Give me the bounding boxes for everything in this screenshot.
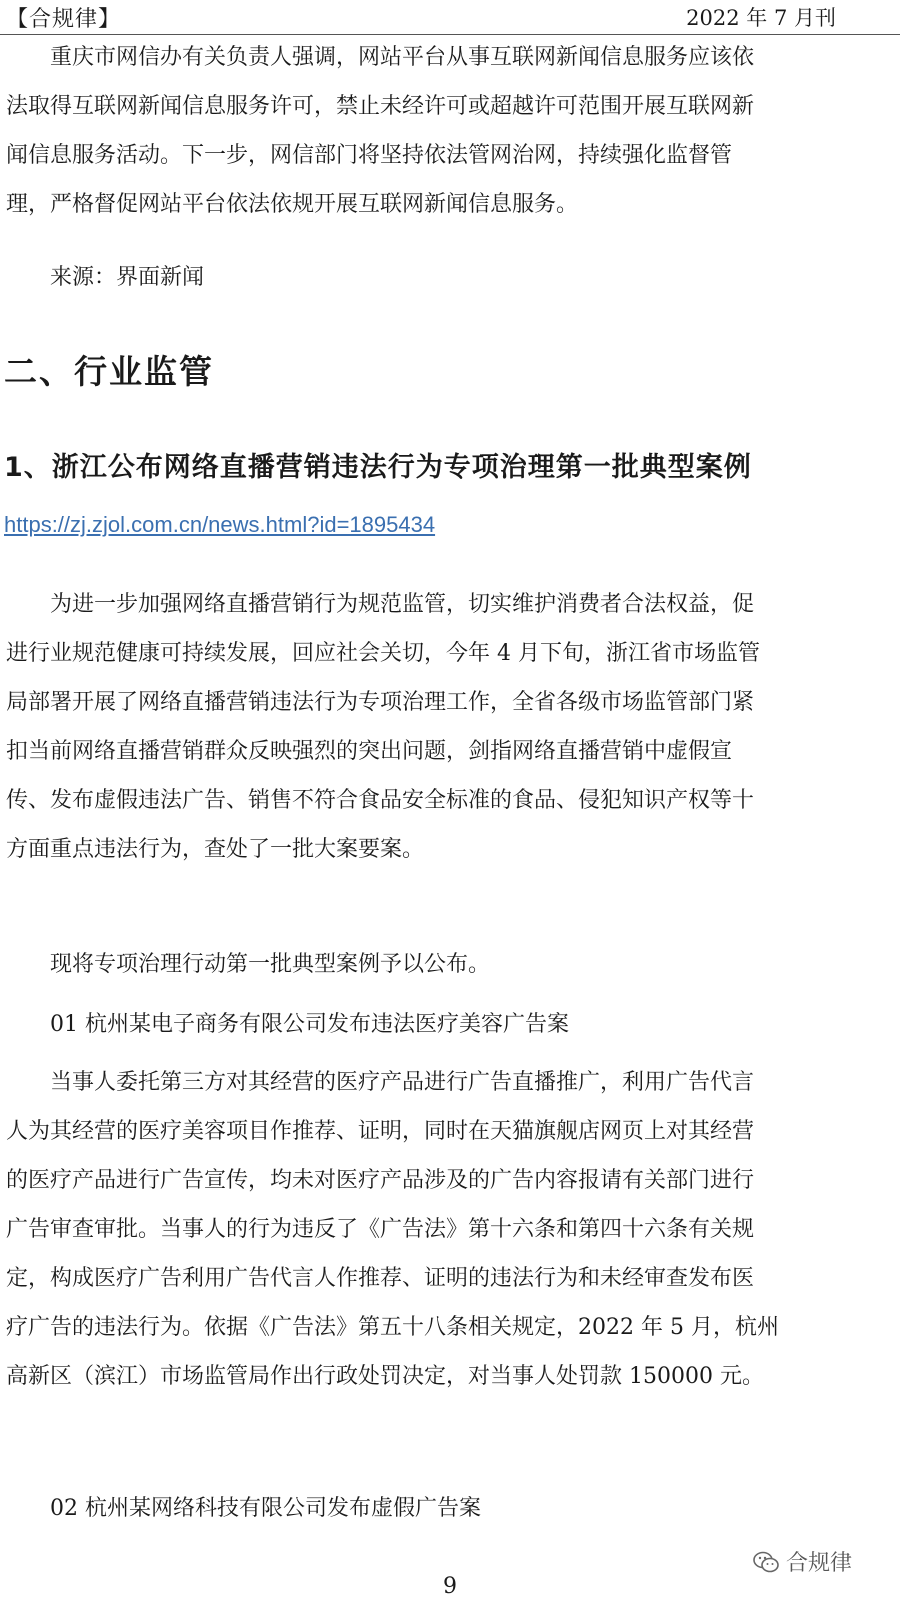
announce-line: 现将专项治理行动第一批典型案例予以公布。: [50, 952, 491, 977]
text-line: 高新区（滨江）市场监管局作出行政处罚决定，对当事人处罚款 150000 元。: [6, 1364, 764, 1389]
paragraph-case1: [6, 1058, 876, 1401]
source-line: 来源：界面新闻: [50, 265, 205, 290]
article-link[interactable]: https://zj.zjol.com.cn/news.html?id=1895434: [4, 512, 436, 537]
text-line: 疗广告的违法行为。依据《广告法》第五十八条相关规定，2022 年 5 月，杭州: [6, 1315, 779, 1340]
text-line: 人为其经营的医疗美容项目作推荐、证明，同时在天猫旗舰店网页上对其经营: [6, 1119, 755, 1144]
header-issue: 2022 年 7 月刊: [686, 6, 836, 30]
text-line: 传、发布虚假违法广告、销售不符合食品安全标准的食品、侵犯知识产权等十: [6, 788, 755, 813]
case2-title: 02 杭州某网络科技有限公司发布虚假广告案: [50, 1496, 481, 1521]
text-line: 的医疗产品进行广告宣传，均未对医疗产品涉及的广告内容报请有关部门进行: [6, 1168, 755, 1193]
text-line: 扣当前网络直播营销群众反映强烈的突出问题，剑指网络直播营销中虚假宣: [6, 739, 733, 764]
text-line: 方面重点违法行为，查处了一批大案要案。: [6, 837, 425, 862]
case1-title: 01 杭州某电子商务有限公司发布违法医疗美容广告案: [50, 1012, 569, 1037]
text-line: 当事人委托第三方对其经营的医疗产品进行广告直播推广，利用广告代言: [50, 1070, 755, 1095]
text-line: 重庆市网信办有关负责人强调，网站平台从事互联网新闻信息服务应该依: [50, 45, 755, 70]
paragraph-intro: [6, 580, 876, 874]
text-line: 进行业规范健康可持续发展，回应社会关切，今年 4 月下旬，浙江省市场监管: [6, 641, 760, 666]
wechat-icon: [752, 1550, 780, 1574]
page-number: 9: [443, 1574, 457, 1599]
text-line: 广告审查审批。当事人的行为违反了《广告法》第十六条和第四十六条有关规: [6, 1217, 755, 1242]
text-line: 法取得互联网新闻信息服务许可，禁止未经许可或超越许可范围开展互联网新: [6, 94, 755, 119]
watermark-text: 合规律: [786, 1551, 853, 1576]
text-line: 局部署开展了网络直播营销违法行为专项治理工作，全省各级市场监管部门紧: [6, 690, 755, 715]
page-header: [0, 0, 900, 35]
header-brand: 【合规律】: [6, 7, 122, 32]
text-line: 定，构成医疗广告利用广告代言人作推荐、证明的违法行为和未经审查发布医: [6, 1266, 755, 1291]
paragraph-cq-statement: [6, 33, 876, 229]
text-line: 理，严格督促网站平台依法依规开展互联网新闻信息服务。: [6, 192, 579, 217]
article-title: 1、浙江公布网络直播营销违法行为专项治理第一批典型案例: [4, 452, 752, 483]
watermark: [752, 1546, 852, 1577]
text-line: 闻信息服务活动。下一步，网信部门将坚持依法管网治网，持续强化监督管: [6, 143, 733, 168]
text-line: 为进一步加强网络直播营销行为规范监管，切实维护消费者合法权益，促: [50, 592, 755, 617]
section-title: 二、行业监管: [4, 352, 214, 391]
